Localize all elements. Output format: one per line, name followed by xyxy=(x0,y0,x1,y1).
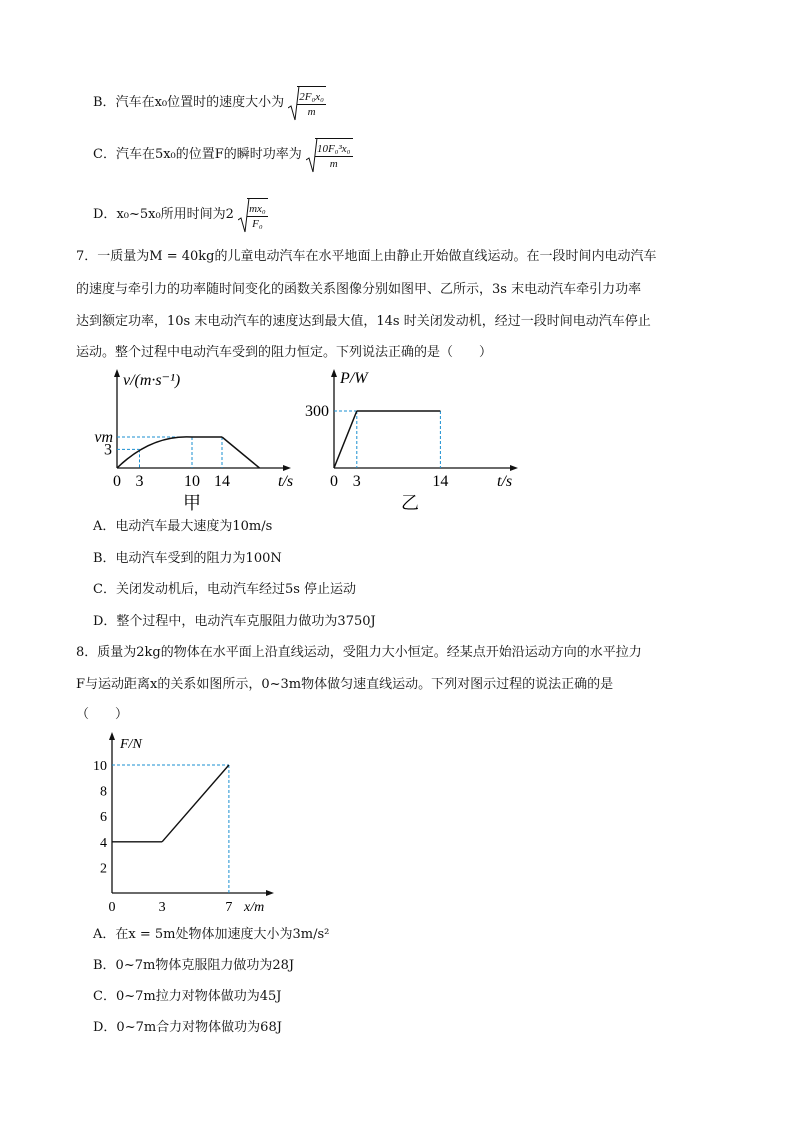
q7-stem-line-1: 7．一质量为M = 40kg的儿童电动汽车在水平地面上由静止开始做直线运动。在一段时间内电动汽车 xyxy=(76,249,657,264)
jia-y-axis-arrow xyxy=(114,369,120,377)
q6-b-numerator: 2F₀x₀ xyxy=(299,91,324,103)
fx-x-axis-arrow xyxy=(266,890,274,896)
force-distance-chart xyxy=(88,728,278,918)
q6-option-c-label: C． xyxy=(93,147,116,162)
yi-x-tick-label: 14 xyxy=(432,473,449,490)
fx-y-tick-label: 6 xyxy=(100,810,107,826)
q6-d-denominator: F₀ xyxy=(252,218,263,230)
fx-y-tick-label: 8 xyxy=(100,784,107,800)
q8-option-c: C．0~7m拉力对物体做功为45J xyxy=(93,989,282,1004)
yi-y-axis-arrow xyxy=(331,369,337,377)
jia-x-tick-label: 0 xyxy=(113,473,121,490)
jia-caption: 甲 xyxy=(183,493,201,513)
fx-y-tick-label: 4 xyxy=(100,835,107,851)
q6-option-b-label: B． xyxy=(93,95,116,110)
yi-x-axis-label: t/s xyxy=(497,473,513,490)
q7-stem-line-2: 的速度与牵引力的功率随时间变化的函数关系图像分别如图甲、乙所示，3s 末电动汽车牵引力功率 xyxy=(76,282,642,297)
jia-y-tick-label: vm xyxy=(94,429,113,446)
jia-x-tick-label: 10 xyxy=(184,473,200,490)
q7-option-d: D．整个过程中，电动汽车克服阻力做功为3750J xyxy=(93,614,376,629)
q6-c-denominator: m xyxy=(329,158,338,170)
jia-x-tick-label: 3 xyxy=(135,473,144,490)
q8-stem-line-1: 8．质量为2kg的物体在水平面上沿直线运动，受阻力大小恒定。经某点开始沿运动方向的水平拉力 xyxy=(76,645,642,660)
sqrt-expression xyxy=(288,86,326,119)
q6-option-d-text: x₀~5x₀所用时间为2 xyxy=(116,207,234,222)
q7-stem-line-3: 达到额定功率，10s 末电动汽车的速度达到最大值，14s 时关闭发动机，经过一段时间电动汽车停止 xyxy=(76,314,651,329)
fx-y-axis-label: F/N xyxy=(120,737,142,752)
fx-y-tick-label: 10 xyxy=(93,759,107,774)
yi-caption: 乙 xyxy=(401,493,419,513)
jia-y-tick-label: 3 xyxy=(104,441,112,459)
yi-x-tick-label: 0 xyxy=(330,473,338,490)
q6-option-b-text: 汽车在x₀位置时的速度大小为 xyxy=(115,95,285,110)
fx-increasing-force-segment xyxy=(162,765,229,842)
fx-x-tick-label: 0 xyxy=(108,900,116,915)
q7-stem-line-4: 运动。整个过程中电动汽车受到的阻力恒定。下列说法正确的是（ ） xyxy=(76,345,493,360)
fx-x-tick-label: 3 xyxy=(158,900,166,915)
jia-x-tick-label: 14 xyxy=(214,473,230,490)
yi-x-axis-arrow xyxy=(510,465,518,471)
q6-b-denominator: m xyxy=(307,106,316,118)
jia-deceleration-segment xyxy=(222,437,260,468)
q8-option-a: A．在x = 5m处物体加速度大小为3m/s² xyxy=(93,927,330,942)
q6-c-numerator: 10F₀³x₀ xyxy=(316,143,351,155)
yi-y-tick-label: 300 xyxy=(305,403,329,420)
yi-y-axis-label: P/W xyxy=(340,370,368,387)
q6-option-d-label: D． xyxy=(93,207,117,222)
yi-rising-segment xyxy=(334,411,357,468)
fx-x-tick-label: 7 xyxy=(225,900,233,915)
jia-y-axis-label: v/(m·s⁻¹) xyxy=(123,372,181,389)
q6-option-b xyxy=(93,86,326,119)
q6-option-c xyxy=(93,138,353,171)
q6-option-d xyxy=(93,198,268,231)
q6-d-numerator: mx₀ xyxy=(249,203,266,215)
fx-x-axis-label: x/m xyxy=(244,900,265,915)
q8-option-d: D．0~7m合力对物体做功为68J xyxy=(93,1020,282,1035)
jia-accelerating-curve xyxy=(117,437,192,468)
power-time-chart xyxy=(298,365,528,515)
q7-option-a: A．电动汽车最大速度为10m/s xyxy=(93,519,273,534)
fx-y-axis-arrow xyxy=(109,732,115,740)
jia-x-axis-label: t/s xyxy=(278,473,294,490)
fx-y-tick-label: 2 xyxy=(100,861,107,877)
q8-option-b: B．0~7m物体克服阻力做功为28J xyxy=(93,958,295,973)
velocity-time-chart xyxy=(90,365,305,515)
q7-option-c: C．关闭发动机后，电动汽车经过5s 停止运动 xyxy=(93,582,357,597)
sqrt-expression xyxy=(238,198,268,231)
yi-x-tick-label: 3 xyxy=(352,473,361,490)
jia-x-axis-arrow xyxy=(283,465,291,471)
sqrt-expression xyxy=(306,138,353,171)
q8-stem-line-2: F与运动距离x的关系如图所示，0~3m物体做匀速直线运动。下列对图示过程的说法正确的是 xyxy=(76,677,614,692)
q6-option-c-text: 汽车在5x₀的位置F的瞬时功率为 xyxy=(115,147,302,162)
q7-option-b: B．电动汽车受到的阻力为100N xyxy=(93,551,282,566)
q8-stem-line-3: （ ） xyxy=(76,707,129,722)
